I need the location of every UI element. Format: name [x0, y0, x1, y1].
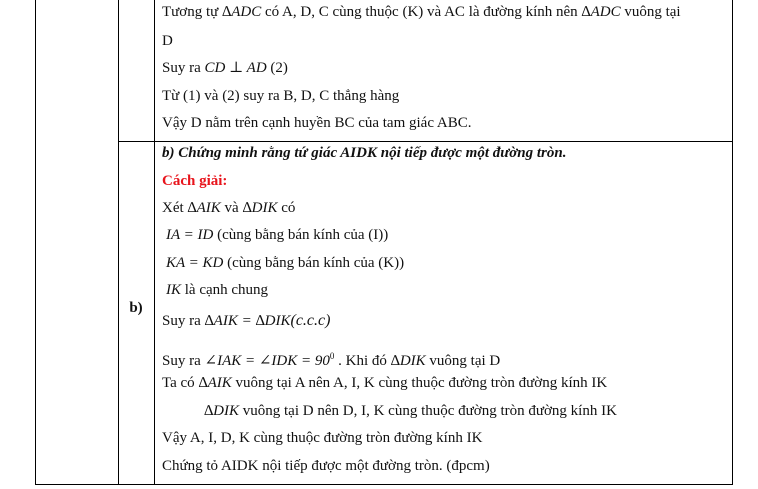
text: Vậy D nằm trên cạnh huyền BC của tam giác ABC. [162, 115, 472, 131]
text: Suy ra [162, 353, 205, 369]
table-border-col2 [118, 0, 119, 485]
math: ∆DIK [204, 403, 240, 419]
superscript: 0 [329, 351, 335, 361]
math: ∠IAK = ∠IDK = 90 [204, 353, 330, 369]
math: ∆AIK [198, 375, 232, 391]
text: (2) [266, 60, 288, 76]
text-line [162, 347, 500, 370]
text: Ta có [162, 375, 199, 391]
math: ∆AIK = ∆DIK [204, 313, 291, 329]
text: Cách giải: [162, 173, 228, 189]
text-line [166, 226, 388, 244]
text: Suy ra [162, 313, 205, 329]
text: là cạnh chung [181, 282, 269, 298]
text: có [277, 200, 296, 216]
text: vuông tại A nên A, I, K cùng thuộc đường tròn đường kính IK [231, 375, 608, 391]
text: có A, D, C cùng thuộc (K) và AC là đường kính nên [261, 4, 582, 20]
math: CD ⊥ AD [204, 60, 267, 76]
text-line [162, 87, 399, 105]
text: . Khi đó [334, 353, 391, 369]
text: Chứng tỏ AIDK nội tiếp được một đường tròn. (đpcm) [162, 458, 490, 474]
text-line [204, 402, 617, 420]
text-line [162, 457, 490, 475]
text: Vậy A, I, D, K cùng thuộc đường tròn đường kính IK [162, 430, 483, 446]
text: D [162, 33, 173, 49]
math: ∆ADC [581, 4, 621, 20]
text-line [162, 3, 681, 21]
text-line [162, 429, 482, 447]
table-border-right [732, 0, 733, 485]
text-line [162, 312, 330, 330]
text: vuông tại [620, 4, 681, 20]
math: ∆DIK [390, 353, 426, 369]
text: và [220, 200, 243, 216]
row1-content [162, 0, 732, 141]
text: vuông tại D [425, 353, 501, 369]
math: IA = ID [166, 227, 214, 243]
math: (c.c.c) [290, 312, 331, 329]
text: b) Chứng minh rằng tứ giác AIDK nội tiếp được một đường tròn. [162, 145, 567, 161]
table-border-bottom [35, 484, 733, 485]
table-border-left [35, 0, 36, 485]
text-line [166, 281, 268, 299]
text-line [162, 374, 607, 392]
math: ∆AIK [187, 200, 221, 216]
problem-heading [162, 144, 566, 162]
math: ∆DIK [242, 200, 278, 216]
math: ∆ADC [222, 4, 262, 20]
text: Xét [162, 200, 188, 216]
part-label: b) [129, 300, 143, 316]
text: (cùng bằng bán kính của (K)) [223, 255, 405, 271]
text: Tương tự [162, 4, 223, 20]
row2-content [162, 142, 732, 484]
text-line [162, 114, 472, 132]
table-border-col3 [154, 0, 155, 485]
text-line [162, 32, 173, 50]
math: IK [166, 282, 181, 298]
text-line [166, 254, 404, 272]
method-label [162, 172, 227, 190]
text: vuông tại D nên D, I, K cùng thuộc đường tròn đường kính IK [239, 403, 617, 419]
text-line [162, 199, 295, 217]
text-line [162, 59, 288, 77]
text: (cùng bằng bán kính của (I)) [213, 227, 389, 243]
math: KA = KD [166, 255, 224, 271]
text: Suy ra [162, 60, 205, 76]
text: Từ (1) và (2) suy ra B, D, C thẳng hàng [162, 88, 400, 104]
